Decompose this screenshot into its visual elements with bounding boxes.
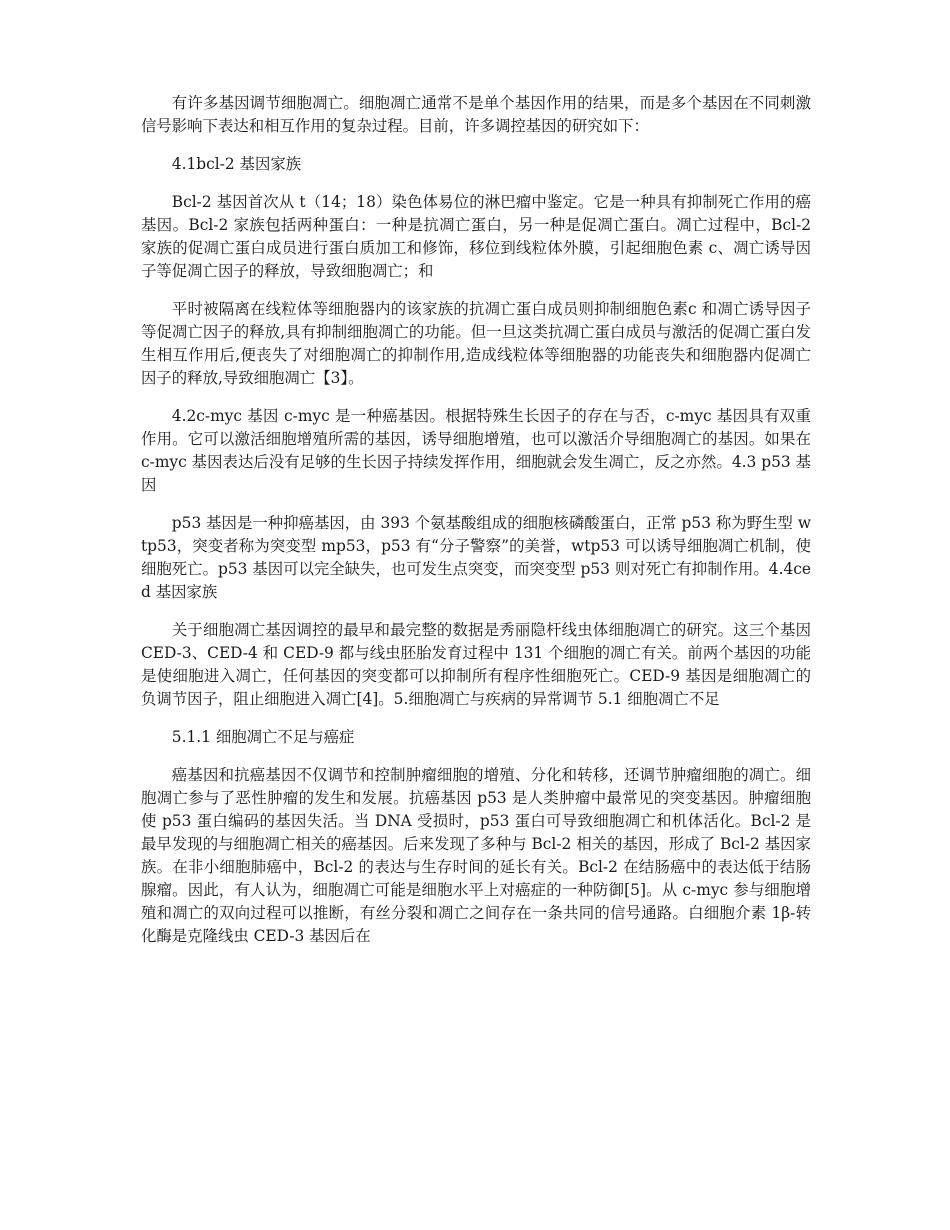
paragraph-bcl2: Bcl-2 基因首次从 t（14；18）染色体易位的淋巴瘤中鉴定。它是一种具有抑制死亡作用的癌基因。Bcl-2 家族包括两种蛋白：一种是抗凋亡蛋白，另一种是促凋亡蛋白。凋亡过程中，Bcl-2 家族的促凋亡蛋白成员进行蛋白质加工和修饰，移位到线粒体外膜，引起细胞色素 c、凋亡诱导因子等促凋亡因子的释放，导致细胞凋亡；和 [141, 193, 811, 280]
paragraph-ced-genes: 关于细胞凋亡基因调控的最早和最完整的数据是秀丽隐杆线虫体细胞凋亡的研究。这三个基因 CED-3、CED-4 和 CED-9 都与线虫胚胎发育过程中 131 个细胞的凋亡有关。前两个基因的功能是使细胞进入凋亡，任何基因的突变都可以抑制所有程序性细胞死亡。CED-9 基因是细胞凋亡的负调节因子，阻止细胞进入凋亡[4]。5.细胞凋亡与疾病的异常调节 5.1 细胞凋亡不足 [141, 621, 811, 708]
heading-bcl2-family: 4.1bcl-2 基因家族 [171, 155, 302, 173]
document-body [141, 92, 811, 963]
paragraph-intro: 有许多基因调节细胞凋亡。细胞凋亡通常不是单个基因作用的结果，而是多个基因在不同刺激信号影响下表达和相互作用的复杂过程。目前，许多调控基因的研究如下： [141, 94, 811, 135]
heading-apoptosis-cancer: 5.1.1 细胞凋亡不足与癌症 [171, 728, 355, 746]
paragraph-c-myc: 4.2c-myc 基因 c-myc 是一种癌基因。根据特殊生长因子的存在与否，c-myc 基因具有双重作用。它可以激活细胞增殖所需的基因，诱导细胞增殖，也可以激活介导细胞凋亡的基因。如果在 c-myc 基因表达后没有足够的生长因子持续发挥作用，细胞就会发生凋亡，反之亦然。4.3 p53 基因 [141, 407, 811, 494]
paragraph-p53: p53 基因是一种抑癌基因，由 393 个氨基酸组成的细胞核磷酸蛋白，正常 p53 称为野生型 wtp53，突变者称为突变型 mp53，p53 有“分子警察”的美誉，wtp53 可以诱导细胞凋亡机制，使细胞死亡。p53 基因可以完全缺失，也可发生点突变，而突变型 p53 则对死亡有抑制作用。4.4ced 基因家族 [141, 514, 811, 601]
paragraph-anti-apoptosis: 平时被隔离在线粒体等细胞器内的该家族的抗凋亡蛋白成员则抑制细胞色素c 和凋亡诱导因子等促凋亡因子的释放,具有抑制细胞凋亡的功能。但一旦这类抗凋亡蛋白成员与激活的促凋亡蛋白发生相互作用后,便丧失了对细胞凋亡的抑制作用,造成线粒体等细胞器的功能丧失和细胞器内促凋亡因子的释放,导致细胞凋亡【3】。 [141, 300, 811, 387]
paragraph-oncogenes: 癌基因和抗癌基因不仅调节和控制肿瘤细胞的增殖、分化和转移，还调节肿瘤细胞的凋亡。细胞凋亡参与了恶性肿瘤的发生和发展。抗癌基因 p53 是人类肿瘤中最常见的突变基因。肿瘤细胞使 p53 蛋白编码的基因失活。当 DNA 受损时，p53 蛋白可导致细胞凋亡和机体活化。Bcl-2 是最早发现的与细胞凋亡相关的癌基因。后来发现了多种与 Bcl-2 相关的基因，形成了 Bcl-2 基因家族。在非小细胞肺癌中，Bcl-2 的表达与生存时间的延长有关。Bcl-2 在结肠癌中的表达低于结肠腺瘤。因此，有人认为，细胞凋亡可能是细胞水平上对癌症的一种防御[5]。从 c-myc 参与细胞增殖和凋亡的双向过程可以推断，有丝分裂和凋亡之间存在一条共同的信号通路。白细胞介素 1β-转化酶是克隆线虫 CED-3 基因后在 [141, 766, 811, 945]
